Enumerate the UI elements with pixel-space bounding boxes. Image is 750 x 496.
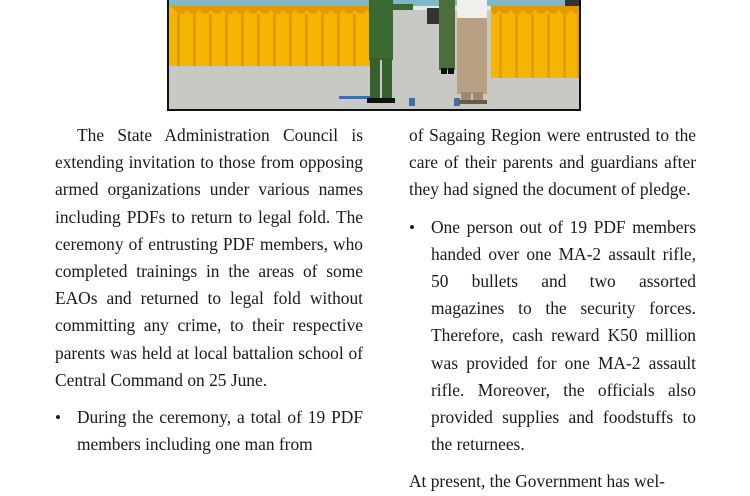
- bullet-icon: •: [55, 408, 61, 428]
- left-column: [55, 122, 363, 458]
- list-item: [409, 214, 696, 459]
- intro-paragraph: The State Administration Council is extending invitation to those from opposing armed organizations under various names including PDFs to return to legal fold. The ceremony of entrusting PDF members, who completed trainings in the areas of some EAOs and returned to legal fold without committing any crime, to their respective parents was held at local battalion school of Central Command on 25 June.: [55, 125, 363, 390]
- bullet-text: During the ceremony, a total of 19 PDF members including one man from: [77, 407, 363, 455]
- continuation-text: of Sagaing Region were entrusted to the care of their parents and guardians after they had signed the document of pledge.: [409, 125, 696, 200]
- bullet-icon: •: [409, 217, 415, 237]
- bullet-text: One person out of 19 PDF members handed over one MA-2 assault rifle, 50 bullets and two assorted magazines to the security forces. Therefore, cash reward K50 million was provided for one MA-2 assault rifle. Moreover, the officials also provided supplies and foodstuffs to the returnees.: [431, 216, 696, 455]
- ceremony-photo: [167, 0, 581, 111]
- right-column: [409, 122, 696, 496]
- list-item: [55, 404, 363, 458]
- closing-paragraph: At present, the Government has wel-: [409, 471, 665, 492]
